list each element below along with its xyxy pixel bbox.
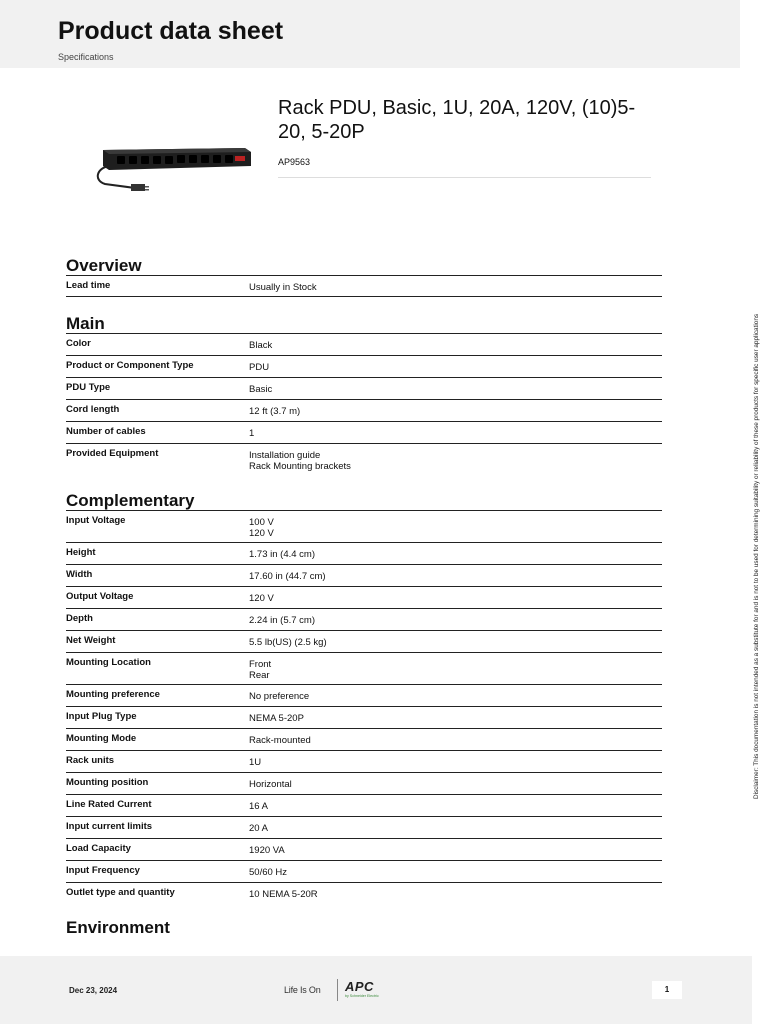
logo-divider (337, 979, 338, 1001)
spec-label: Output Voltage (66, 591, 134, 602)
spec-row (66, 685, 662, 707)
spec-label: Outlet type and quantity (66, 887, 175, 898)
spec-label: Rack units (66, 755, 115, 766)
spec-label: Input Plug Type (66, 711, 137, 722)
spec-label: Load Capacity (66, 843, 131, 854)
spec-label: Number of cables (66, 426, 146, 437)
spec-row (66, 653, 662, 685)
spec-label: Input Voltage (66, 515, 126, 526)
spec-row (66, 543, 662, 565)
section-environment (66, 918, 662, 937)
spec-row (66, 817, 662, 839)
spec-value: Basic (249, 384, 273, 395)
spec-value: 12 ft (3.7 m) (249, 406, 301, 417)
spec-label: Lead time (66, 280, 111, 291)
spec-label: Input Frequency (66, 865, 140, 876)
spec-value: 2.24 in (5.7 cm) (249, 615, 315, 626)
spec-row (66, 444, 662, 475)
tagline-text: Life Is On (284, 985, 321, 995)
spec-value: 5.5 lb(US) (2.5 kg) (249, 637, 327, 648)
section-heading-main: Main (66, 314, 662, 334)
spec-label: Width (66, 569, 93, 580)
spec-value: NEMA 5-20P (249, 713, 304, 724)
spec-value: 120 V (249, 593, 274, 604)
spec-value: 50/60 Hz (249, 867, 288, 878)
footer-date: Dec 23, 2024 (69, 986, 118, 995)
spec-value: Rack-mounted (249, 735, 311, 746)
spec-label: Depth (66, 613, 93, 624)
spec-row (66, 861, 662, 883)
document-subtitle: Specifications (58, 52, 114, 62)
spec-label: Net Weight (66, 635, 116, 646)
spec-label: Mounting Mode (66, 733, 137, 744)
spec-row (66, 565, 662, 587)
spec-label: Line Rated Current (66, 799, 152, 810)
spec-row (66, 729, 662, 751)
spec-row (66, 631, 662, 653)
spec-value: Black (249, 340, 273, 351)
spec-value: Rear (249, 670, 270, 681)
spec-label: Mounting preference (66, 689, 160, 700)
document-title: Product data sheet (58, 17, 284, 45)
spec-value: 16 A (249, 801, 269, 812)
spec-row (66, 400, 662, 422)
spec-value: Rack Mounting brackets (249, 461, 351, 472)
rack-pdu-image (95, 138, 255, 198)
spec-value: 120 V (249, 528, 274, 539)
section-heading-overview: Overview (66, 256, 662, 276)
spec-value: 10 NEMA 5-20R (249, 889, 318, 900)
section-heading-environment: Environment (66, 918, 170, 937)
spec-label: Mounting position (66, 777, 149, 788)
spec-row (66, 378, 662, 400)
spec-row (66, 707, 662, 729)
spec-row (66, 276, 662, 297)
disclaimer-text: Disclaimer: This documentation is not intended as a substitute for and is not to be used for determining suitability or reliability of these products for specific user applications (753, 313, 760, 799)
spec-value: Horizontal (249, 779, 292, 790)
section-heading-complementary: Complementary (66, 491, 662, 511)
spec-value: 1920 VA (249, 845, 285, 856)
apc-logo-sub: by Schneider Electric (345, 994, 379, 998)
spec-row (66, 795, 662, 817)
divider (278, 177, 651, 178)
spec-row (66, 587, 662, 609)
spec-value: 1U (249, 757, 262, 768)
product-title: Rack PDU, Basic, 1U, 20A, 120V, (10)5-20, 5-20P (278, 97, 636, 143)
spec-row (66, 883, 662, 905)
section-main (66, 314, 662, 475)
spec-label: Color (66, 338, 91, 349)
spec-row (66, 422, 662, 444)
spec-label: Cord length (66, 404, 120, 415)
spec-row (66, 356, 662, 378)
section-overview (66, 256, 662, 297)
apc-logo: APC (345, 979, 374, 994)
spec-label: Product or Component Type (66, 360, 194, 371)
spec-row (66, 334, 662, 356)
spec-value: No preference (249, 691, 310, 702)
spec-row (66, 751, 662, 773)
product-reference: AP9563 (278, 157, 311, 167)
spec-row (66, 773, 662, 795)
page-number: 1 (652, 981, 682, 999)
spec-row (66, 609, 662, 631)
spec-value: 17.60 in (44.7 cm) (249, 571, 326, 582)
spec-value: 20 A (249, 823, 269, 834)
spec-value: 1.73 in (4.4 cm) (249, 549, 315, 560)
spec-label: PDU Type (66, 382, 111, 393)
spec-value: PDU (249, 362, 270, 373)
spec-value: 1 (249, 428, 255, 439)
spec-value: 100 V (249, 517, 274, 528)
spec-label: Input current limits (66, 821, 153, 832)
spec-row (66, 511, 662, 543)
footer-logo (284, 979, 404, 1003)
spec-value: Front (249, 659, 272, 670)
spec-label: Height (66, 547, 96, 558)
spec-value: Usually in Stock (249, 282, 317, 293)
spec-value: Installation guide (249, 450, 321, 461)
spec-label: Mounting Location (66, 657, 151, 668)
spec-row (66, 839, 662, 861)
section-complementary (66, 491, 662, 905)
spec-label: Provided Equipment (66, 448, 159, 459)
